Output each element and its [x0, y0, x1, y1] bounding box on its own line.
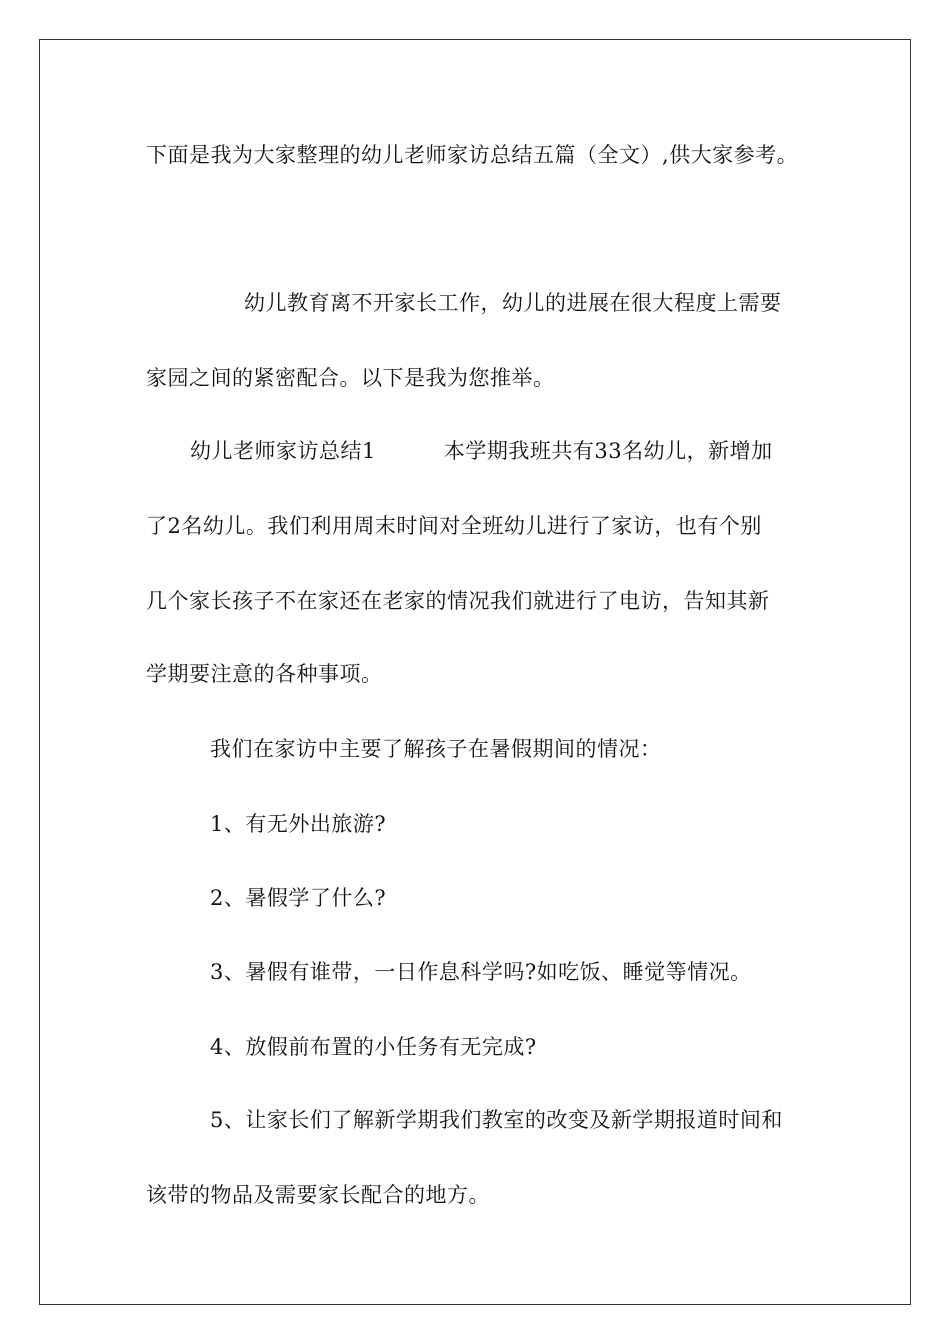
list-item-5-continuation: 该带的物品及需要家长配合的地方。 — [146, 1183, 490, 1207]
section-body-line-3: 几个家长孩子不在家还在老家的情况我们就进行了电访，告知其新 — [146, 589, 770, 613]
list-item-5: 5、让家长们了解新学期我们教室的改变及新学期报道时间和 — [210, 1108, 783, 1132]
list-item-4: 4、放假前布置的小任务有无完成? — [210, 1035, 537, 1059]
section-body-line-4: 学期要注意的各种事项。 — [146, 662, 383, 686]
list-item-1: 1、有无外出旅游? — [210, 812, 387, 836]
section-title: 幼儿老师家访总结1 — [190, 439, 376, 463]
list-item-2: 2、暑假学了什么? — [210, 886, 387, 910]
preface-line-2: 家园之间的紧密配合。以下是我为您推举。 — [146, 366, 555, 390]
section-heading-row — [190, 437, 773, 465]
section-body-line-2: 了2名幼儿。我们利用周末时间对全班幼儿进行了家访，也有个别 — [146, 514, 762, 538]
section-body-line-1: 本学期我班共有33名幼儿，新增加 — [443, 439, 773, 463]
list-item-3: 3、暑假有谁带，一日作息科学吗?如吃饭、睡觉等情况。 — [210, 960, 752, 984]
intro-paragraph: 下面是我为大家整理的幼儿老师家访总结五篇（全文）,供大家参考。 — [146, 143, 799, 167]
preface-line-1: 幼儿教育离不开家长工作，幼儿的进展在很大程度上需要 — [244, 291, 782, 315]
lead-paragraph: 我们在家访中主要了解孩子在暑假期间的情况： — [210, 737, 662, 761]
